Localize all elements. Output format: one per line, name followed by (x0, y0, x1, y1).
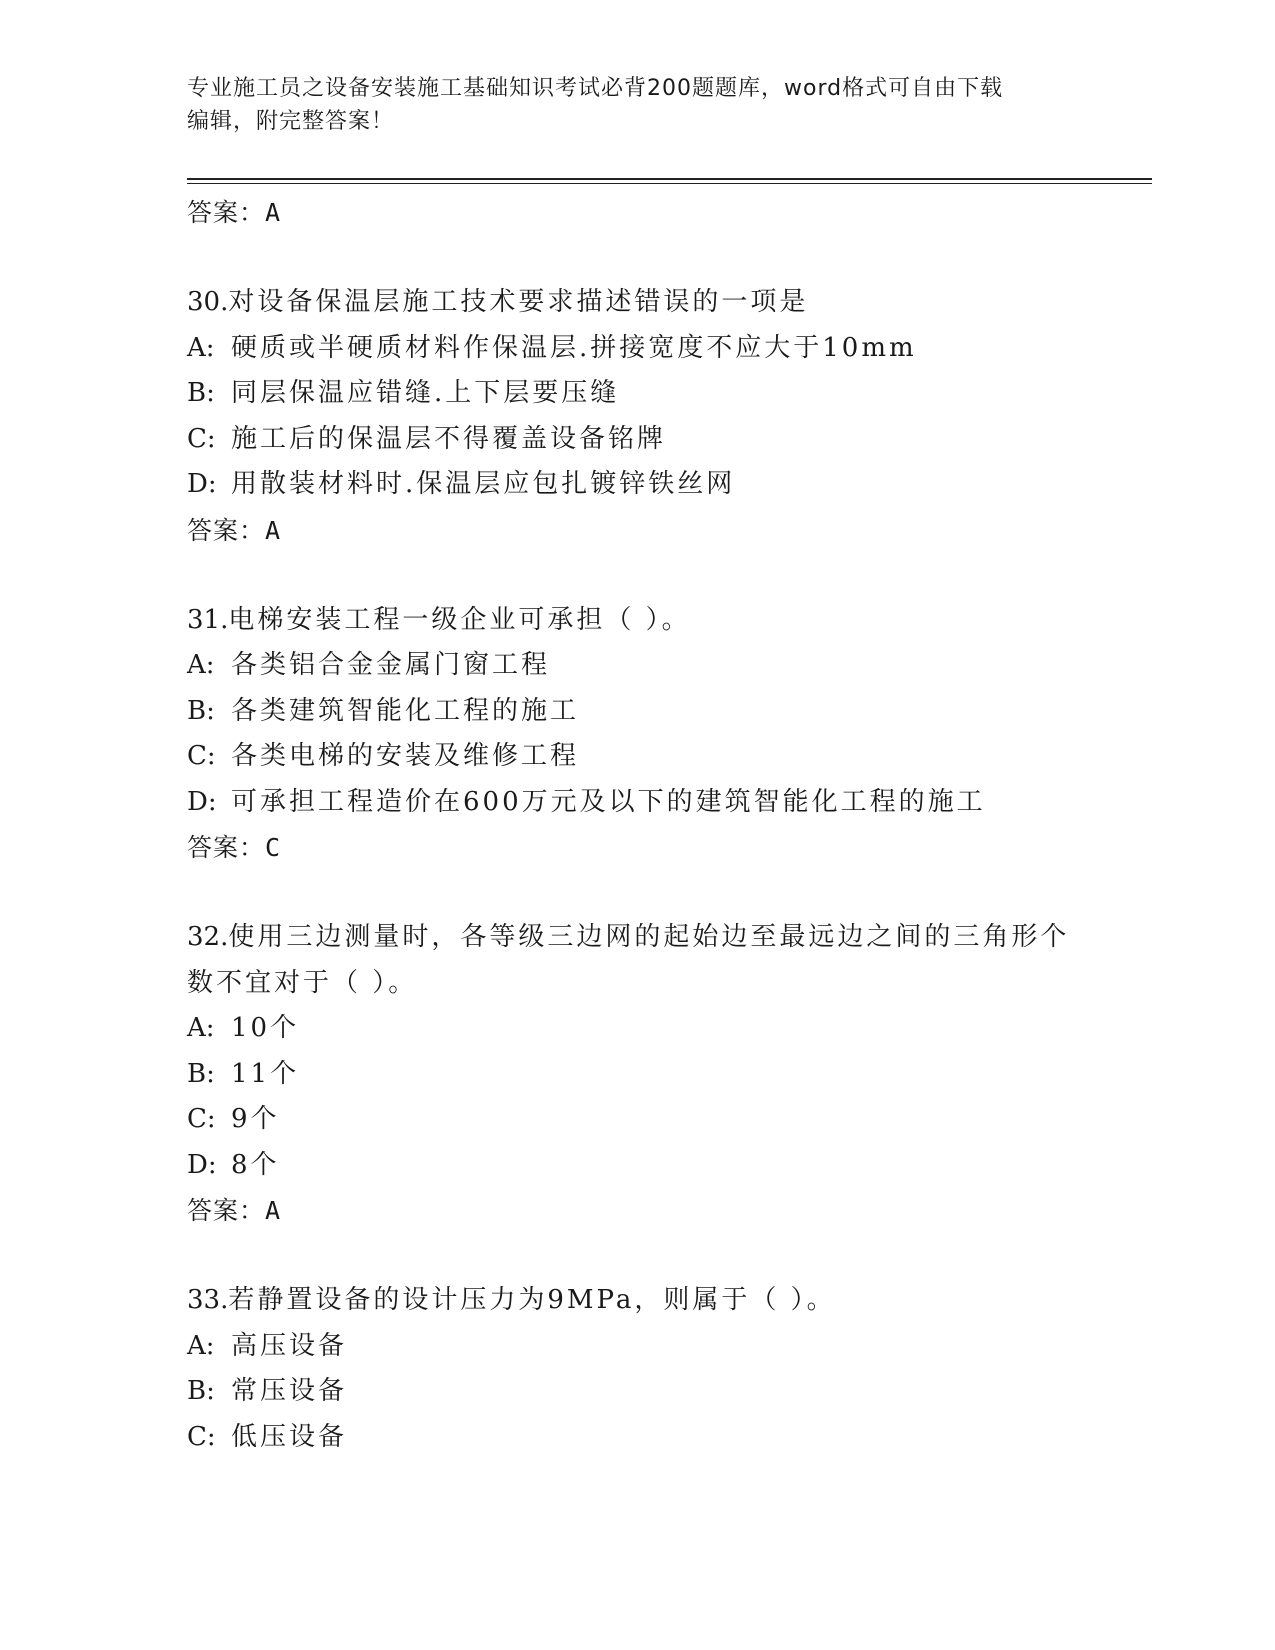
option-text: 高压设备 (231, 1330, 348, 1361)
question-stem-continued (187, 961, 1087, 1007)
answer-line (187, 1188, 1087, 1233)
answer-label: 答案： (187, 198, 266, 227)
option-a (187, 1324, 1087, 1370)
option-letter: B: (187, 695, 215, 726)
answer-label: 答案： (187, 1196, 266, 1225)
question-stem (187, 1278, 1087, 1324)
option-text: 9个 (231, 1104, 280, 1134)
option-letter: B: (187, 1376, 215, 1406)
option-b (187, 1052, 1087, 1098)
header-title-line-2: 编辑，附完整答案！ (187, 109, 395, 134)
spacer (187, 1233, 1087, 1278)
question-32 (187, 915, 1087, 1233)
question-list (187, 190, 1087, 1460)
option-text: 用散装材料时.保温层应包扎镀锌铁丝网 (231, 469, 736, 499)
question-text: 电梯安装工程一级企业可承担（ ）。 (228, 604, 691, 635)
answer-line (187, 825, 1087, 870)
option-b (187, 689, 1087, 735)
spacer (187, 553, 1087, 598)
option-a (187, 1006, 1087, 1052)
option-c (187, 417, 1087, 463)
answer-value: A (265, 198, 282, 227)
header-divider (187, 178, 1152, 184)
question-stem (187, 598, 1087, 644)
option-d (187, 462, 1087, 508)
option-text: 常压设备 (231, 1376, 348, 1406)
option-text: 硬质或半硬质材料作保温层.拼接宽度不应大于10mm (231, 332, 917, 363)
option-text: 同层保温应错缝.上下层要压缝 (231, 378, 620, 408)
question-31 (187, 598, 1087, 871)
answer-value: A (265, 1196, 282, 1225)
option-text: 各类建筑智能化工程的施工 (231, 695, 580, 726)
option-c (187, 734, 1087, 780)
question-33 (187, 1278, 1087, 1460)
option-text: 施工后的保温层不得覆盖设备铭牌 (231, 423, 667, 454)
option-d (187, 1143, 1087, 1189)
question-stem (187, 280, 1087, 326)
spacer (187, 235, 1087, 280)
option-letter: B: (187, 378, 215, 408)
option-letter: A: (187, 1013, 215, 1043)
option-d (187, 780, 1087, 826)
option-text: 10个 (231, 1013, 300, 1043)
answer-value: A (265, 515, 282, 545)
option-letter: D: (187, 469, 217, 499)
option-text: 可承担工程造价在600万元及以下的建筑智能化工程的施工 (231, 786, 986, 817)
option-text: 低压设备 (231, 1421, 348, 1452)
option-letter: C: (187, 1421, 216, 1452)
option-letter: A: (187, 650, 215, 680)
question-number: 32. (187, 922, 229, 952)
option-letter: C: (187, 741, 216, 771)
answer-line-29 (187, 190, 1087, 235)
option-c (187, 1415, 1087, 1461)
option-letter: B: (187, 1058, 215, 1089)
header-title-line-1: 专业施工员之设备安装施工基础知识考试必背200题题库，word格式可自由下载 (187, 76, 1004, 101)
answer-label: 答案： (187, 833, 266, 862)
question-number: 33. (187, 1285, 229, 1315)
option-a (187, 643, 1087, 689)
option-letter: A: (187, 1330, 215, 1361)
option-letter: D: (187, 786, 217, 817)
answer-value: C (265, 833, 282, 862)
option-text: 各类电梯的安装及维修工程 (231, 741, 580, 771)
option-letter: D: (187, 1149, 217, 1180)
question-number: 30. (187, 287, 229, 317)
option-letter: C: (187, 1104, 216, 1134)
option-c (187, 1097, 1087, 1143)
question-30 (187, 280, 1087, 553)
option-text: 11个 (231, 1058, 300, 1089)
question-text: 对设备保温层施工技术要求描述错误的一项是 (228, 287, 809, 317)
option-text: 各类铝合金金属门窗工程 (231, 650, 551, 680)
option-text: 8个 (231, 1149, 280, 1180)
option-letter: C: (187, 423, 216, 454)
option-a (187, 326, 1087, 372)
question-text: 若静置设备的设计压力为9MPa，则属于（ ）。 (228, 1285, 836, 1315)
question-number: 31. (187, 604, 229, 635)
page-header (187, 72, 1067, 138)
question-stem (187, 915, 1087, 961)
spacer (187, 870, 1087, 915)
option-b (187, 1369, 1087, 1415)
question-text: 数不宜对于（ ）。 (187, 967, 418, 998)
question-text: 使用三边测量时，各等级三边网的起始边至最远边之间的三角形个 (228, 922, 1070, 952)
answer-label: 答案： (187, 515, 266, 545)
answer-line (187, 508, 1087, 553)
option-b (187, 371, 1087, 417)
option-letter: A: (187, 332, 215, 363)
